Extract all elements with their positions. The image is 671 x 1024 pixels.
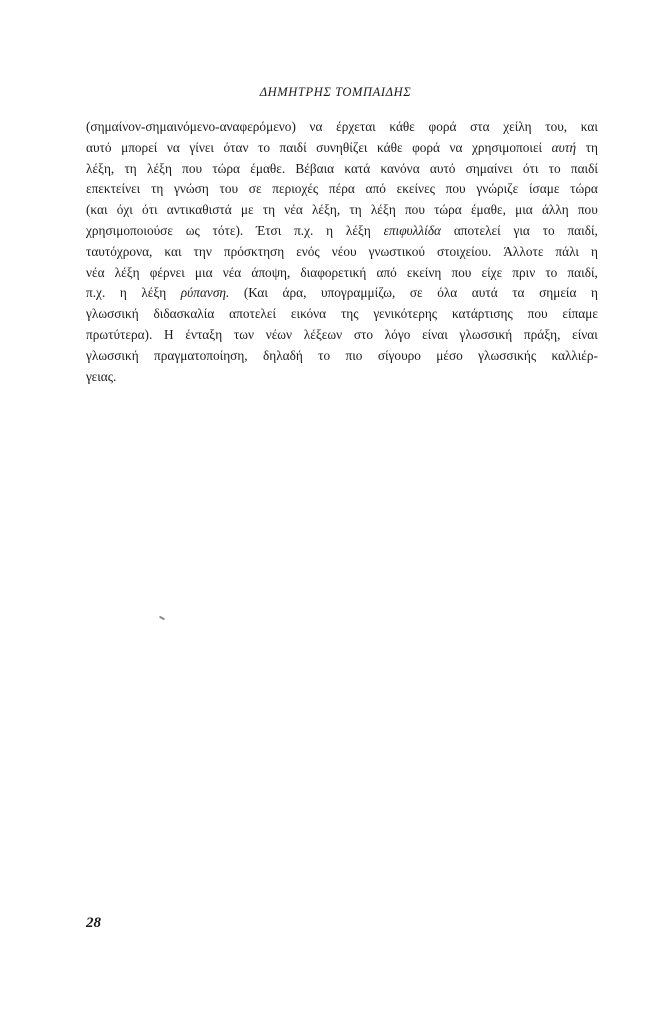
word: η [326,222,334,238]
word: το [258,139,271,155]
word: γνώση [174,181,209,197]
word: το [548,160,561,176]
word: λέξη [345,222,371,238]
text-line [86,263,598,284]
word: πρόσκτηση [223,243,285,259]
word: γλωσσικής [478,347,537,363]
word: (Και [243,285,268,301]
word: π.χ. [86,285,106,301]
word: διαφορετική [300,264,367,280]
word: κανόνα [380,160,420,176]
word: ενός [296,243,320,259]
word: τώρα [434,202,462,218]
word: λέξεων [303,326,343,342]
word: πριν [512,264,536,280]
word: παιδί [279,139,307,155]
word: το [542,222,555,238]
word: όχι [116,202,133,218]
text-line [86,242,598,263]
word: μπορεί [121,139,158,155]
emphasized-word: αυτή [551,139,577,155]
word: άποψη, [251,264,291,280]
word: γλωσσική [86,306,139,322]
body-paragraph [86,117,598,387]
word: κατάρτισης [451,306,513,322]
word: και [580,119,598,134]
word: γλωσσική [86,347,139,363]
word: έρχεται [336,119,376,134]
word: μια [194,264,213,280]
word: τότε). [212,222,244,238]
word: λέξη [147,160,172,176]
scan-speck [159,616,165,621]
word: ένταξη [185,326,223,342]
word: λέξη, [311,202,341,218]
word: το [545,264,558,280]
word: γλωσσική [459,326,513,342]
word: τη [349,202,362,218]
word: π.χ. [294,222,314,238]
word: του [219,181,239,197]
word: με [240,202,254,218]
word: τα [512,285,525,301]
word: τη [124,160,137,176]
word: παιδί [570,160,598,176]
word: νέου [331,243,357,259]
word: σημεία [539,285,577,301]
word: της [340,306,359,322]
word: σημαίνει [465,160,513,176]
word: γειας. [86,368,117,384]
word: η [590,243,598,259]
word: χρησιμοποιεί [472,139,543,155]
word: την [193,243,212,259]
word: νέα [86,264,105,280]
word: και [164,243,182,259]
word: είχε [481,264,503,280]
text-line [86,200,598,221]
word: η [119,285,127,301]
text-line [86,221,598,242]
word: είπαμε [562,306,598,322]
word: γνώριζε [476,181,519,197]
word: άλλη [541,202,569,218]
word: νέα [222,264,242,280]
word: τη [585,139,598,155]
word: που [527,306,548,322]
word: που [577,202,598,218]
word: από [365,181,386,197]
word: νέα [284,202,303,218]
text-line [86,346,598,367]
word: τώρα [212,160,241,176]
word: λέξη [370,202,396,218]
word: δηλαδή [262,347,303,363]
text-line [86,325,598,346]
word: κάθε [377,139,403,155]
text-line [86,304,598,325]
text-line [86,283,598,304]
word: πράξη, [523,326,561,342]
word: των [233,326,254,342]
word: ότι [142,202,158,218]
word: να [309,119,323,134]
word: μια [515,202,533,218]
word: έμαθε. [250,160,286,176]
word: επεκτείνει [86,181,141,197]
word: περιοχές [272,181,319,197]
text-line [86,138,598,159]
word: τη [262,202,276,218]
word: τώρα [570,181,598,197]
word: (και [86,202,108,218]
word: εικόνα [290,306,327,322]
word: η [591,285,598,301]
word: (σημαίνον-σημαινόμενο-αναφερόμενο) [86,119,296,134]
word: αυτά [471,285,498,301]
running-header-author: ΔΗΜΗΤΡΗΣ ΤΟΜΠΑΙΔΗΣ [259,85,412,99]
word: να [166,139,180,155]
word: τη [150,181,164,197]
word: καλλιέρ- [551,347,598,363]
word: πραγματοποίηση, [154,347,248,363]
word: ως [185,222,200,238]
word: λέξη [141,285,167,301]
word: πρωτύτερα). [86,326,153,342]
word: που [182,160,203,176]
word: του, [545,119,568,134]
word: ότι [522,160,539,176]
word: πάλι [555,243,579,259]
word: μέσο [436,347,463,363]
word: το [318,347,331,363]
word: που [445,181,466,197]
word: όλα [437,285,458,301]
word: που [404,202,425,218]
word: κατά [344,160,371,176]
word: σε [248,181,262,197]
word: χρησιμοποιούσε [86,222,173,238]
word: στα [470,119,490,134]
word: αποτελεί [453,222,501,238]
word: να [449,139,463,155]
text-line [86,179,598,200]
word: νέων [265,326,293,342]
text-line [86,117,598,138]
word: πιο [345,347,363,363]
word: παιδί, [567,222,598,238]
word: διδασκαλία [153,306,215,322]
word: Η [164,326,174,342]
emphasized-word: επιφυλλίδα [383,222,442,238]
word: λέξη, [86,160,115,176]
word: εκείνη [406,264,442,280]
word: εκείνες [396,181,435,197]
word: Έτσι [255,222,282,238]
text-line [86,159,598,180]
word: όταν [223,139,249,155]
word: για [513,222,530,238]
word: συνηθίζει [316,139,368,155]
word: στο [353,326,373,342]
page-number: 28 [86,915,101,931]
word: που [451,264,472,280]
word: λέξη [114,264,140,280]
word: Άλλοτε [503,243,544,259]
word: φορά [428,119,457,134]
word: ίσαμε [528,181,560,197]
word: σε [409,285,423,301]
word: από [376,264,397,280]
word: γίνει [189,139,215,155]
word: γνωστικού [368,243,425,259]
word: υπογραμμίζω, [320,285,396,301]
word: ταυτόχρονα, [86,243,153,259]
word: σίγουρο [377,347,421,363]
word: έμαθε, [470,202,506,218]
word: Βέβαια [295,160,335,176]
word: άρα, [282,285,307,301]
word: είναι [572,326,598,342]
word: χείλη [503,119,532,134]
word: αποτελεί [229,306,277,322]
word: αντικαθιστά [166,202,232,218]
text-line [86,367,598,388]
word: στοιχείου. [436,243,492,259]
word: αυτό [429,160,456,176]
word: λόγο [384,326,411,342]
word: πέρα [328,181,355,197]
word: φέρνει [149,264,185,280]
word: γενικότερης [373,306,438,322]
word: αυτό [86,139,112,155]
word: είναι [422,326,448,342]
emphasized-word: ρύπανση. [180,285,230,301]
word: κάθε [389,119,415,134]
word: φορά [412,139,440,155]
word: παιδί, [567,264,598,280]
